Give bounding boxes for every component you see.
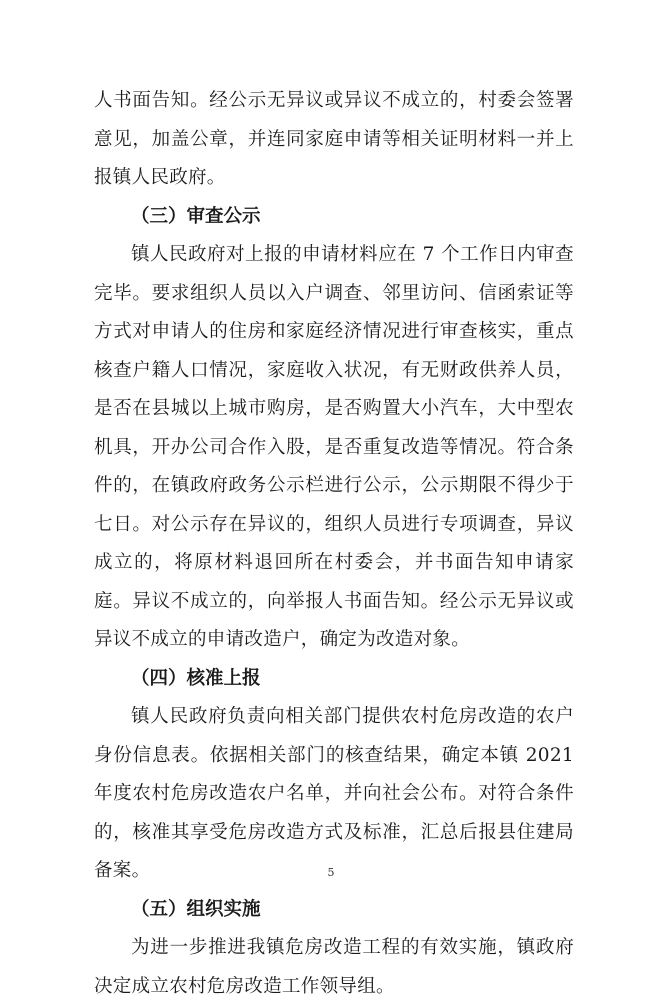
section-heading-review-publicity: （三）审查公示 <box>131 205 261 227</box>
page-number: 5 <box>327 866 335 879</box>
paragraph-continuation: 人书面告知。经公示无异议或异议不成立的，村委会签署意见，加盖公章，并连同家庭申请等相关证明材料一并上报镇人民政府。 <box>94 90 574 188</box>
paragraph-approval-report: 镇人民政府负责向相关部门提供农村危房改造的农户身份信息表。依据相关部门的核查结果，确定本镇 2021 年度农村危房改造农户名单，并向社会公布。对符合条件的，核准其享受危房改造方式及标准，汇总后报县住建局备案。 <box>94 706 574 881</box>
paragraph-implementation: 为进一步推进我镇危房改造工程的有效实施，镇政府决定成立农村危房改造工作领导组。 <box>94 937 574 997</box>
section-heading-implementation: （五）组织实施 <box>131 898 261 920</box>
paragraph-review-publicity: 镇人民政府对上报的申请材料应在 7 个工作日内审查完毕。要求组织人员以入户调查、邻里访问、信函索证等方式对申请人的住房和家庭经济情况进行审查核实，重点核查户籍人口情况，家庭收入状况，有无财政供养人员，是否在县城以上城市购房，是否购置大小汽车，大中型农机具，开办公司合作入股，是否重复改造等情况。符合条件的，在镇政府政务公示栏进行公示，公示期限不得少于七日。对公示存在异议的，组织人员进行专项调查，异议成立的，将原材料退回所在村委会，并书面告知申请家庭。异议不成立的，向举报人书面告知。经公示无异议或异议不成立的申请改造户，确定为改造对象。 <box>94 244 574 650</box>
section-heading-approval-report: （四）核准上报 <box>131 667 261 689</box>
